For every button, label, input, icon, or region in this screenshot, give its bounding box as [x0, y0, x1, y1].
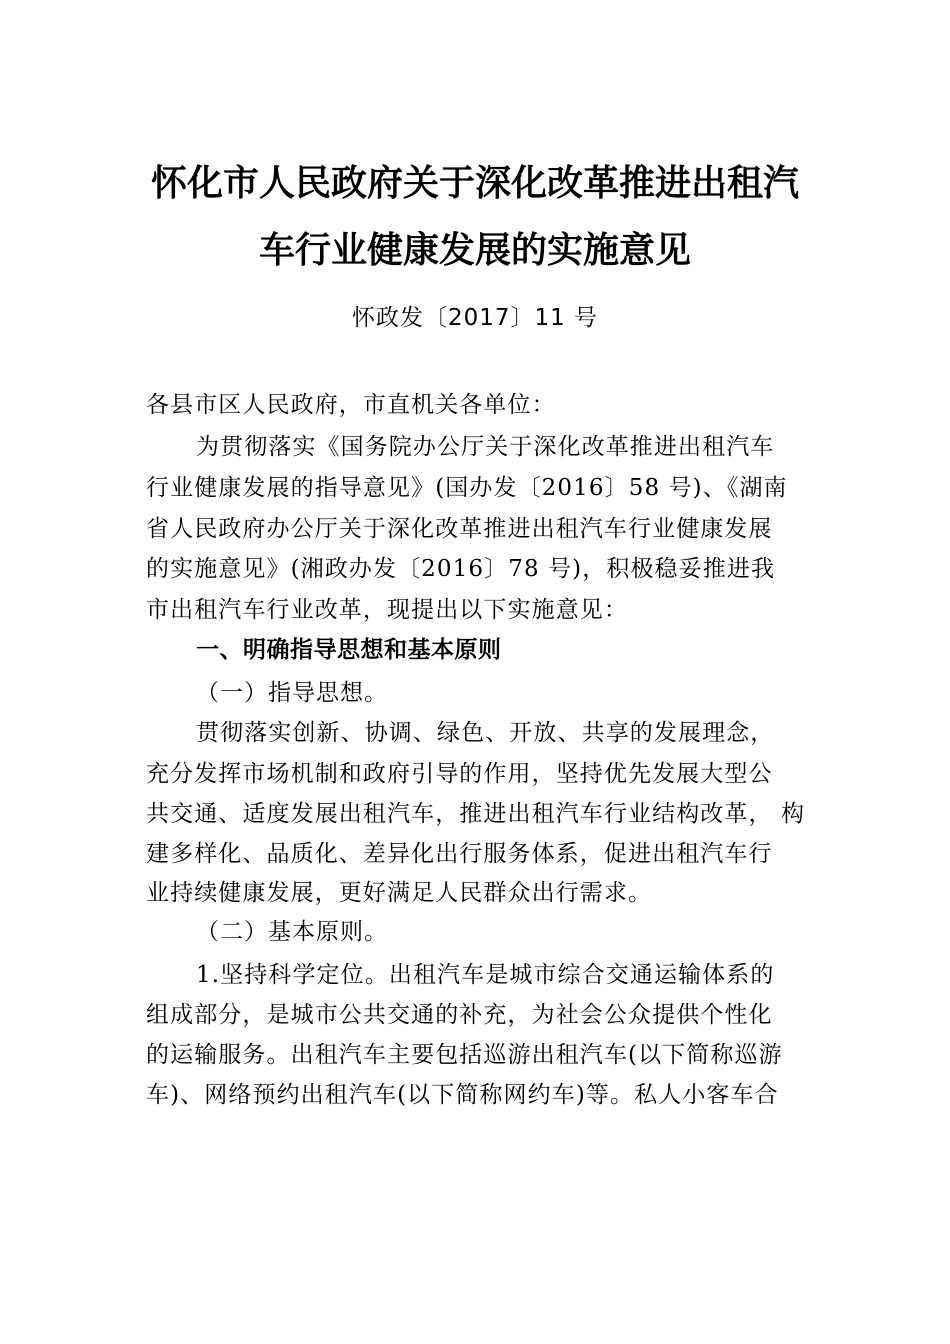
salutation: 各县市区人民政府，市直机关各单位： — [146, 392, 556, 418]
section-heading-1: 一、明确指导思想和基本原则 — [196, 637, 502, 663]
paragraph-line: 为贯彻落实《国务院办公厅关于深化改革推进出租汽车 — [196, 434, 775, 460]
paragraph-line: 充分发挥市场机制和政府引导的作用，坚持优先发展大型公 — [146, 761, 773, 787]
paragraph-line: 省人民政府办公厅关于深化改革推进出租汽车行业健康发展 — [146, 516, 773, 542]
paragraph-line: 的实施意见》(湘政办发〔2016〕78 号)，积极稳妥推进我 — [146, 556, 776, 582]
document-title-line-2: 车行业健康发展的实施意见 — [258, 229, 691, 271]
paragraph-line: 共交通、适度发展出租汽车，推进出租汽车行业结构改革， 构 — [146, 801, 806, 827]
paragraph-line: 业持续健康发展，更好满足人民群众出行需求。 — [146, 880, 653, 906]
subsection-heading-basic-principles: （二）基本原则。 — [196, 919, 388, 945]
paragraph-line: 行业健康发展的指导意见》(国办发〔2016〕58 号)、《湖南 — [146, 475, 788, 501]
paragraph-line: 的运输服务。出租汽车主要包括巡游出租汽车(以下简称巡游 — [146, 1042, 783, 1068]
paragraph-line: 1.坚持科学定位。出租汽车是城市综合交通运输体系的 — [196, 962, 775, 988]
paragraph-line: 贯彻落实创新、协调、绿色、开放、共享的发展理念， — [196, 720, 775, 746]
subsection-heading-guiding-ideology: （一）指导思想。 — [196, 680, 388, 706]
document-title-line-1: 怀化市人民政府关于深化改革推进出租汽 — [150, 162, 799, 204]
paragraph-line: 组成部分，是城市公共交通的补充，为社会公众提供个性化 — [146, 1002, 773, 1028]
paragraph-line: 市出租汽车行业改革，现提出以下实施意见： — [146, 597, 628, 623]
paragraph-line: 建多样化、品质化、差异化出行服务体系，促进出租汽车行 — [146, 841, 773, 867]
paragraph-line: 车)、网络预约出租汽车(以下简称网约车)等。私人小客车合 — [146, 1082, 779, 1108]
document-number: 怀政发〔2017〕11 号 — [351, 305, 599, 331]
